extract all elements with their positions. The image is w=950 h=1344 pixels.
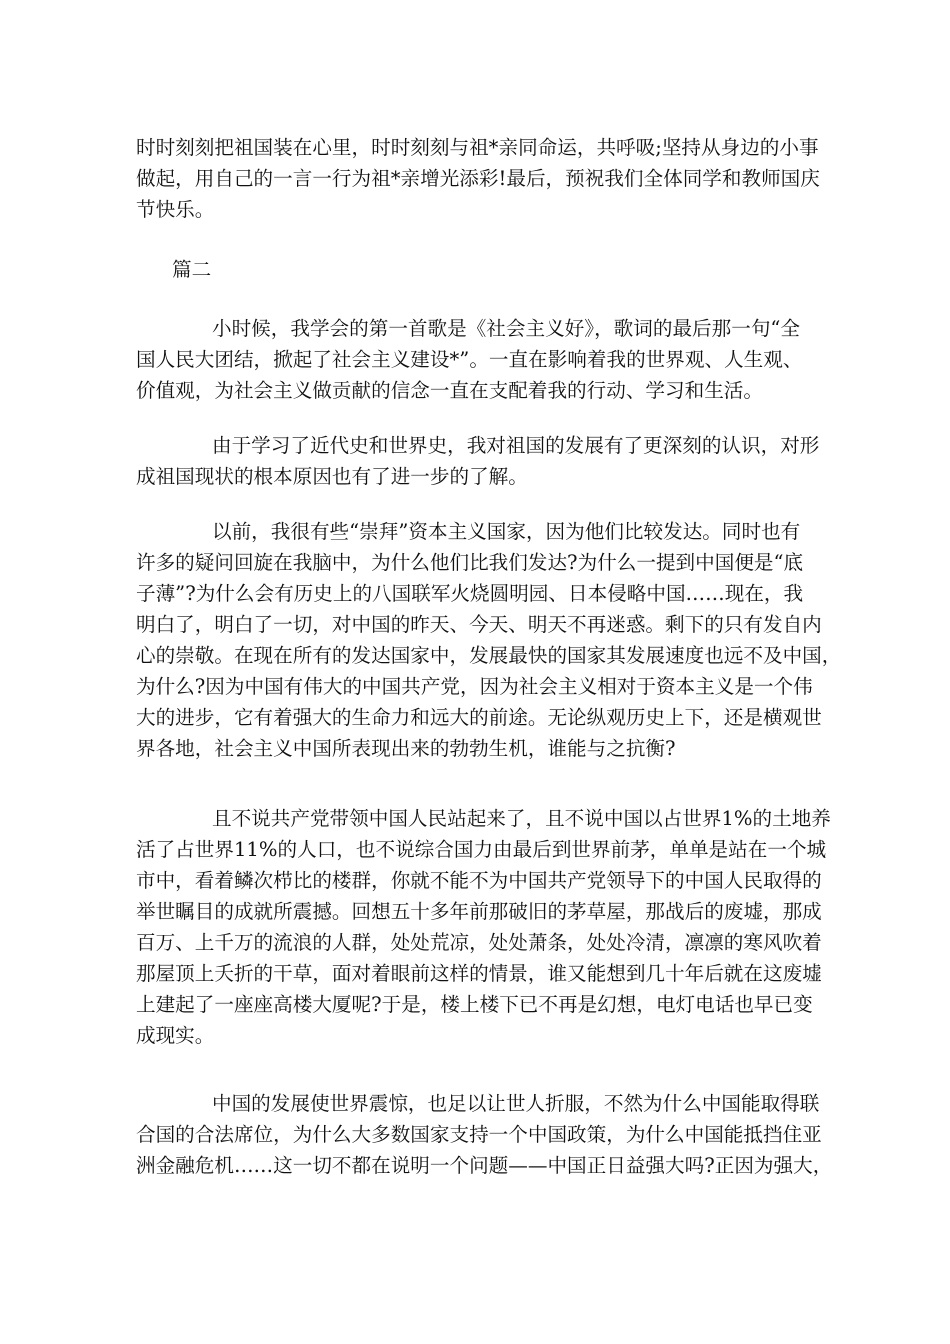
text-line: 子薄”?为什么会有历史上的八国联军火烧圆明园、日本侵略中国……现在，我 (136, 582, 804, 605)
text-line: 由于学习了近代史和世界史，我对祖国的发展有了更深刻的认识，对形 (212, 434, 820, 457)
paragraph-2 (136, 430, 820, 492)
text-line: 节快乐。 (136, 198, 215, 221)
text-line: 成祖国现状的根本原因也有了进一步的了解。 (136, 465, 528, 488)
paragraph-3 (136, 516, 842, 764)
text-line: 以前，我很有些“崇拜”资本主义国家，因为他们比较发达。同时也有 (212, 520, 801, 543)
paragraph-4 (136, 803, 831, 1051)
text-line: 且不说共产党带领中国人民站起来了，且不说中国以占世界1%的土地养 (212, 807, 831, 830)
text-line: 大的进步，它有着强大的生命力和远大的前途。无论纵观历史上下，还是横观世 (136, 706, 822, 729)
text-line: 洲金融危机……这一切不都在说明一个问题——中国正日益强大吗?正因为强大， (136, 1154, 833, 1177)
text-line: 上建起了一座座高楼大厦呢?于是，楼上楼下已不再是幻想，电灯电话也早已变 (136, 993, 813, 1016)
text-line: 时时刻刻把祖国装在心里，时时刻刻与祖*亲同命运，共呼吸;坚持从身边的小事 (136, 136, 819, 159)
text-line: 许多的疑问回旋在我脑中，为什么他们比我们发达?为什么一提到中国便是“底 (136, 551, 804, 574)
text-line: 明白了，明白了一切，对中国的昨天、今天、明天不再迷惑。剩下的只有发自内 (136, 613, 822, 636)
text-line: 界各地，社会主义中国所表现出来的勃勃生机，谁能与之抗衡? (136, 737, 676, 760)
intro-paragraph (136, 132, 820, 225)
text-line: 百万、上千万的流浪的人群，处处荒凉，处处萧条，处处冷清，凛凛的寒风吹着 (136, 931, 822, 954)
text-line: 那屋顶上夭折的干草，面对着眼前这样的情景，谁又能想到几十年后就在这废墟 (136, 962, 822, 985)
text-line: 为什么?因为中国有伟大的中国共产党，因为社会主义相对于资本主义是一个伟 (136, 675, 813, 698)
text-line: 成现实。 (136, 1024, 215, 1047)
paragraph-5 (136, 1088, 833, 1181)
paragraph-1 (136, 313, 816, 406)
text-line: 中国的发展使世界震惊，也足以让世人折服，不然为什么中国能取得联 (212, 1092, 820, 1115)
text-line: 做起，用自己的一言一行为祖*亲增光添彩!最后，预祝我们全体同学和教师国庆 (136, 167, 820, 190)
text-line: 市中，看着鳞次栉比的楼群，你就不能不为中国共产党领导下的中国人民取得的 (136, 869, 822, 892)
section-heading: 篇二 (172, 258, 212, 281)
text-line: 合国的合法席位，为什么大多数国家支持一个中国政策，为什么中国能抵挡住亚 (136, 1123, 822, 1146)
text-line: 举世瞩目的成就所震撼。回想五十多年前那破旧的茅草屋，那战后的废墟，那成 (136, 900, 822, 923)
text-line: 活了占世界11%的人口，也不说综合国力由最后到世界前茅，单单是站在一个城 (136, 838, 827, 861)
text-line: 心的崇敬。在现在所有的发达国家中，发展最快的国家其发展速度也远不及中国， (136, 644, 842, 667)
section-heading-block (136, 254, 816, 285)
text-line: 小时候，我学会的第一首歌是《社会主义好》，歌词的最后那一句“全 (212, 317, 801, 340)
text-line: 国人民大团结，掀起了社会主义建设*”。一直在影响着我的世界观、人生观、 (136, 348, 803, 371)
text-line: 价值观，为社会主义做贡献的信念一直在支配着我的行动、学习和生活。 (136, 379, 763, 402)
